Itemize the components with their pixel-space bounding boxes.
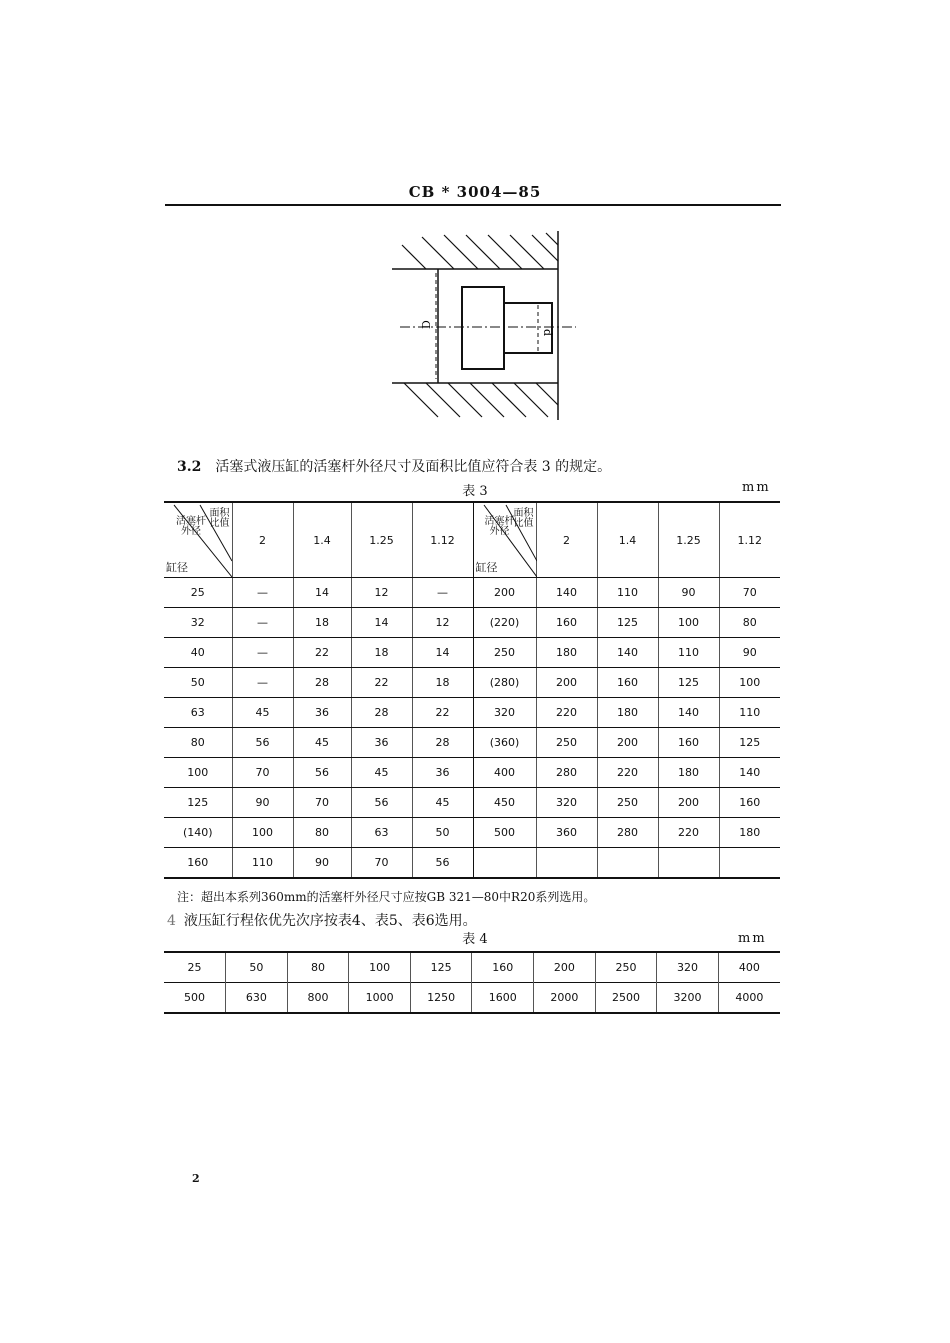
table3-unit: mm bbox=[742, 480, 771, 495]
label-D: D bbox=[420, 320, 433, 329]
table-cell: 28 bbox=[293, 668, 351, 698]
table-cell: 36 bbox=[351, 728, 412, 758]
table-cell: 200 bbox=[534, 952, 596, 983]
table-cell: 140 bbox=[719, 758, 780, 788]
table-cell: 80 bbox=[293, 818, 351, 848]
table-4 bbox=[164, 951, 780, 1014]
table-cell: 36 bbox=[412, 758, 473, 788]
table-cell: 80 bbox=[287, 952, 349, 983]
table-cell: 18 bbox=[412, 668, 473, 698]
table-cell bbox=[536, 848, 597, 879]
table-cell: 45 bbox=[232, 698, 293, 728]
table-cell: — bbox=[232, 608, 293, 638]
cylinder-diagram bbox=[380, 225, 580, 425]
table-cell: 56 bbox=[412, 848, 473, 879]
table-cell: 14 bbox=[293, 578, 351, 608]
table-cell: 14 bbox=[351, 608, 412, 638]
table-cell: 630 bbox=[226, 983, 288, 1014]
diag-bottom-left: 缸径 bbox=[475, 561, 498, 574]
header-col: 2 bbox=[536, 502, 597, 578]
section-number: 4 bbox=[167, 913, 176, 929]
page-number: 2 bbox=[192, 1172, 200, 1185]
table-row bbox=[164, 758, 780, 788]
table-cell: 56 bbox=[232, 728, 293, 758]
table-cell: 80 bbox=[719, 608, 780, 638]
header-col: 1.4 bbox=[293, 502, 351, 578]
table-cell: 22 bbox=[412, 698, 473, 728]
table-cell: 90 bbox=[719, 638, 780, 668]
table-cell: 63 bbox=[351, 818, 412, 848]
hatching-top bbox=[402, 233, 558, 269]
table-cell: 36 bbox=[293, 698, 351, 728]
table-cell: 160 bbox=[472, 952, 534, 983]
table-cell: 125 bbox=[410, 952, 472, 983]
table-cell: 160 bbox=[536, 608, 597, 638]
table-cell: 2500 bbox=[595, 983, 657, 1014]
table-cell: (140) bbox=[164, 818, 232, 848]
table-cell: 125 bbox=[164, 788, 232, 818]
table-cell: 12 bbox=[351, 578, 412, 608]
table3-caption: 表 3 bbox=[462, 484, 488, 499]
table-cell: 80 bbox=[164, 728, 232, 758]
table-cell: 200 bbox=[536, 668, 597, 698]
diagonal-header-cell bbox=[164, 502, 232, 578]
table-cell: 40 bbox=[164, 638, 232, 668]
table-cell: 180 bbox=[536, 638, 597, 668]
table-cell: (360) bbox=[473, 728, 536, 758]
table-cell: 70 bbox=[293, 788, 351, 818]
table-cell: 180 bbox=[658, 758, 719, 788]
table-cell: 360 bbox=[536, 818, 597, 848]
table-row bbox=[164, 608, 780, 638]
table-cell: 45 bbox=[412, 788, 473, 818]
table-cell: 160 bbox=[719, 788, 780, 818]
table-cell: 180 bbox=[597, 698, 658, 728]
table-row bbox=[164, 788, 780, 818]
diag-top-right: 面积比值 bbox=[513, 508, 534, 529]
table-cell: 56 bbox=[351, 788, 412, 818]
section-text: 液压缸行程依优先次序按表4、表5、表6选用。 bbox=[183, 913, 477, 929]
table-cell: — bbox=[232, 638, 293, 668]
table-cell: 100 bbox=[349, 952, 411, 983]
table-cell: 250 bbox=[536, 728, 597, 758]
table-cell: 160 bbox=[658, 728, 719, 758]
table-cell: 25 bbox=[164, 952, 226, 983]
table-cell: — bbox=[412, 578, 473, 608]
table-cell: — bbox=[232, 668, 293, 698]
table-cell: 50 bbox=[412, 818, 473, 848]
table-cell: 70 bbox=[232, 758, 293, 788]
table-cell: 2000 bbox=[534, 983, 596, 1014]
label-d: d bbox=[541, 329, 554, 337]
table-row bbox=[164, 983, 780, 1014]
table-cell bbox=[719, 848, 780, 879]
table-cell: 250 bbox=[595, 952, 657, 983]
table-cell: 100 bbox=[232, 818, 293, 848]
table-cell: 100 bbox=[658, 608, 719, 638]
table-cell: 1000 bbox=[349, 983, 411, 1014]
table-cell: 800 bbox=[287, 983, 349, 1014]
table-cell: 140 bbox=[658, 698, 719, 728]
table-cell: 280 bbox=[597, 818, 658, 848]
diag-middle: 活塞杆外径 bbox=[484, 516, 515, 537]
diag-bottom-left: 缸径 bbox=[166, 561, 188, 574]
table-cell: 500 bbox=[164, 983, 226, 1014]
table-cell: 3200 bbox=[657, 983, 719, 1014]
section-3-2 bbox=[177, 456, 611, 476]
header-col: 1.25 bbox=[658, 502, 719, 578]
table-cell: 50 bbox=[226, 952, 288, 983]
table-cell: 45 bbox=[293, 728, 351, 758]
table-row bbox=[164, 952, 780, 983]
table-cell: 160 bbox=[597, 668, 658, 698]
table-cell: 45 bbox=[351, 758, 412, 788]
table-cell: 50 bbox=[164, 668, 232, 698]
table-cell: 28 bbox=[351, 698, 412, 728]
table-row bbox=[164, 698, 780, 728]
table-row bbox=[164, 848, 780, 879]
header-col: 1.12 bbox=[412, 502, 473, 578]
table-3 bbox=[164, 501, 780, 879]
table-row bbox=[164, 728, 780, 758]
table-cell: 500 bbox=[473, 818, 536, 848]
header-col: 1.25 bbox=[351, 502, 412, 578]
section-number: 3.2 bbox=[177, 459, 202, 475]
table-cell: 90 bbox=[232, 788, 293, 818]
table-cell: 22 bbox=[293, 638, 351, 668]
table-cell: 140 bbox=[597, 638, 658, 668]
table-cell: 32 bbox=[164, 608, 232, 638]
table3-note: 注：超出本系列360mm的活塞杆外径尺寸应按GB 321—80中R20系列选用。 bbox=[177, 890, 596, 904]
table4-unit: mm bbox=[738, 931, 767, 946]
table-row bbox=[164, 578, 780, 608]
diag-middle: 活塞杆外径 bbox=[176, 516, 206, 537]
hatching-bottom bbox=[404, 383, 558, 417]
table-cell: 14 bbox=[412, 638, 473, 668]
diag-top-right: 面积比值 bbox=[209, 508, 230, 529]
section-4 bbox=[167, 910, 477, 930]
table-cell: 200 bbox=[597, 728, 658, 758]
table-cell: 125 bbox=[719, 728, 780, 758]
diagonal-header-cell bbox=[473, 502, 536, 578]
table-cell bbox=[597, 848, 658, 879]
table-cell: 63 bbox=[164, 698, 232, 728]
table-cell: 160 bbox=[164, 848, 232, 879]
table-cell: 180 bbox=[719, 818, 780, 848]
table-cell: (280) bbox=[473, 668, 536, 698]
table-cell: 110 bbox=[658, 638, 719, 668]
table-cell: 90 bbox=[658, 578, 719, 608]
table-row bbox=[164, 818, 780, 848]
table-cell: 125 bbox=[658, 668, 719, 698]
table-cell: 1250 bbox=[410, 983, 472, 1014]
table-cell: 18 bbox=[293, 608, 351, 638]
table-cell: 140 bbox=[536, 578, 597, 608]
table-cell: 56 bbox=[293, 758, 351, 788]
table-cell: 28 bbox=[412, 728, 473, 758]
table-cell: 450 bbox=[473, 788, 536, 818]
section-text: 活塞式液压缸的活塞杆外径尺寸及面积比值应符合表 3 的规定。 bbox=[215, 459, 612, 475]
table-cell: 70 bbox=[719, 578, 780, 608]
table-cell: — bbox=[232, 578, 293, 608]
table-cell: (220) bbox=[473, 608, 536, 638]
table-cell: 22 bbox=[351, 668, 412, 698]
table-row bbox=[164, 638, 780, 668]
table-cell: 200 bbox=[658, 788, 719, 818]
table-cell: 110 bbox=[719, 698, 780, 728]
table-cell: 320 bbox=[536, 788, 597, 818]
table-cell: 1600 bbox=[472, 983, 534, 1014]
table-cell: 70 bbox=[351, 848, 412, 879]
table-cell: 220 bbox=[597, 758, 658, 788]
table-cell: 125 bbox=[597, 608, 658, 638]
table-cell: 320 bbox=[473, 698, 536, 728]
table-cell: 400 bbox=[473, 758, 536, 788]
table-cell: 280 bbox=[536, 758, 597, 788]
header-col: 1.12 bbox=[719, 502, 780, 578]
table-cell: 12 bbox=[412, 608, 473, 638]
table-cell: 110 bbox=[597, 578, 658, 608]
table-cell: 250 bbox=[597, 788, 658, 818]
table-cell: 4000 bbox=[718, 983, 780, 1014]
standard-code: CB * 3004—85 bbox=[408, 183, 542, 201]
table-cell bbox=[658, 848, 719, 879]
table-cell: 110 bbox=[232, 848, 293, 879]
table-cell: 220 bbox=[658, 818, 719, 848]
table4-caption: 表 4 bbox=[462, 932, 488, 947]
table-cell: 25 bbox=[164, 578, 232, 608]
table3-header-row bbox=[164, 502, 780, 578]
table-cell: 100 bbox=[719, 668, 780, 698]
header-rule bbox=[165, 204, 781, 206]
table-cell: 18 bbox=[351, 638, 412, 668]
table-cell: 400 bbox=[718, 952, 780, 983]
table-cell: 320 bbox=[657, 952, 719, 983]
table-row bbox=[164, 668, 780, 698]
table-cell: 100 bbox=[164, 758, 232, 788]
table-cell: 220 bbox=[536, 698, 597, 728]
table-cell bbox=[473, 848, 536, 879]
header-col: 2 bbox=[232, 502, 293, 578]
header-col: 1.4 bbox=[597, 502, 658, 578]
table-cell: 90 bbox=[293, 848, 351, 879]
table-cell: 250 bbox=[473, 638, 536, 668]
table-cell: 200 bbox=[473, 578, 536, 608]
